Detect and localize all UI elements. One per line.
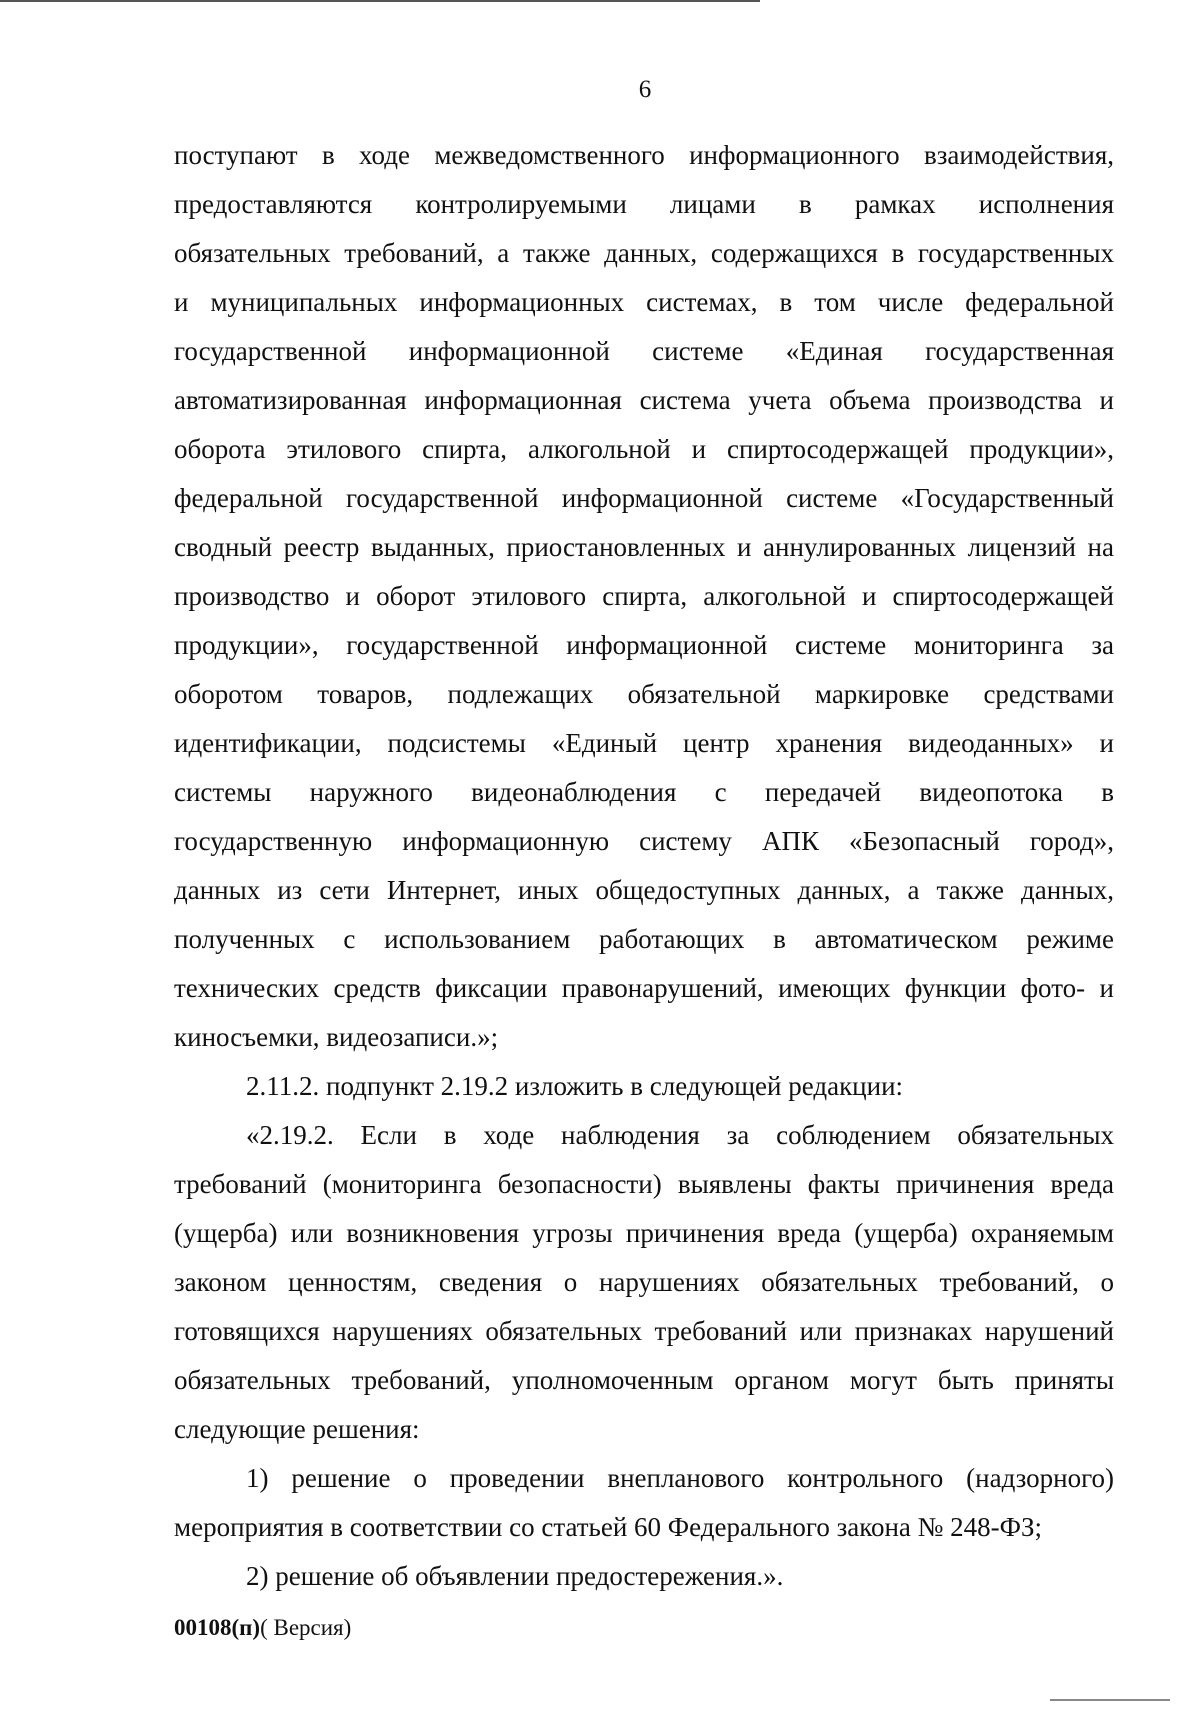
text-line: федеральной государственной информационной системе «Государственный	[174, 483, 1114, 513]
text-line: готовящихся нарушениях обязательных требований или признаках нарушений	[174, 1316, 1114, 1346]
text-line: технических средств фиксации правонарушений, имеющих функции фото- и	[174, 973, 1114, 1003]
text-line: оборотом товаров, подлежащих обязательной маркировке средствами	[174, 679, 1114, 709]
text-line: «2.19.2. Если в ходе наблюдения за соблюдением обязательных	[246, 1120, 1114, 1150]
text-line: системы наружного видеонаблюдения с передачей видеопотока в	[174, 777, 1114, 807]
text-line: полученных с использованием работающих в автоматическом режиме	[174, 924, 1114, 954]
scan-edge-line	[0, 0, 760, 2]
text-line: обязательных требований, а также данных, содержащихся в государственных	[174, 238, 1114, 268]
text-line: продукции», государственной информационной системе мониторинга за	[174, 630, 1114, 660]
text-line: следующие решения:	[174, 1414, 420, 1444]
text-line: киносъемки, видеозаписи.»;	[174, 1022, 499, 1052]
page-number: 6	[638, 76, 652, 103]
list-item: 2) решение об объявлении предостережения.».	[246, 1561, 784, 1591]
text-line: требований (мониторинга безопасности) выявлены факты причинения вреда	[174, 1169, 1114, 1199]
text-line: предоставляются контролируемыми лицами в рамках исполнения	[174, 189, 1114, 219]
text-line: идентификации, подсистемы «Единый центр хранения видеоданных» и	[174, 728, 1114, 758]
text-line: обязательных требований, уполномоченным органом могут быть приняты	[174, 1365, 1114, 1395]
text-line: (ущерба) или возникновения угрозы причинения вреда (ущерба) охраняемым	[174, 1218, 1114, 1248]
list-item: 1) решение о проведении внепланового контрольного (надзорного)	[246, 1463, 1114, 1493]
scan-edge-line	[1050, 1699, 1170, 1701]
text-line: поступают в ходе межведомственного информационного взаимодействия,	[174, 140, 1114, 170]
text-line: сводный реестр выданных, приостановленных и аннулированных лицензий на	[174, 532, 1114, 562]
subpoint-heading: 2.11.2. подпункт 2.19.2 изложить в следующей редакции:	[246, 1071, 904, 1101]
text-line: автоматизированная информационная система учета объема производства и	[174, 385, 1114, 415]
text-line: государственной информационной системе «Единая государственная	[174, 336, 1114, 366]
document-version: ( Версия)	[260, 1615, 352, 1640]
text-line: оборота этилового спирта, алкогольной и спиртосодержащей продукции»,	[174, 434, 1114, 464]
text-line: государственную информационную систему АПК «Безопасный город»,	[174, 826, 1114, 856]
document-footer	[174, 1615, 351, 1641]
document-code: 00108(п)	[174, 1615, 261, 1640]
text-line: законом ценностям, сведения о нарушениях обязательных требований, о	[174, 1267, 1114, 1297]
document-body	[174, 131, 1114, 1601]
text-line: мероприятия в соответствии со статьей 60 Федерального закона № 248-ФЗ;	[174, 1512, 1043, 1542]
text-line: данных из сети Интернет, иных общедоступных данных, а также данных,	[174, 875, 1114, 905]
text-line: производство и оборот этилового спирта, алкогольной и спиртосодержащей	[174, 581, 1114, 611]
text-line: и муниципальных информационных системах, в том числе федеральной	[174, 287, 1114, 317]
